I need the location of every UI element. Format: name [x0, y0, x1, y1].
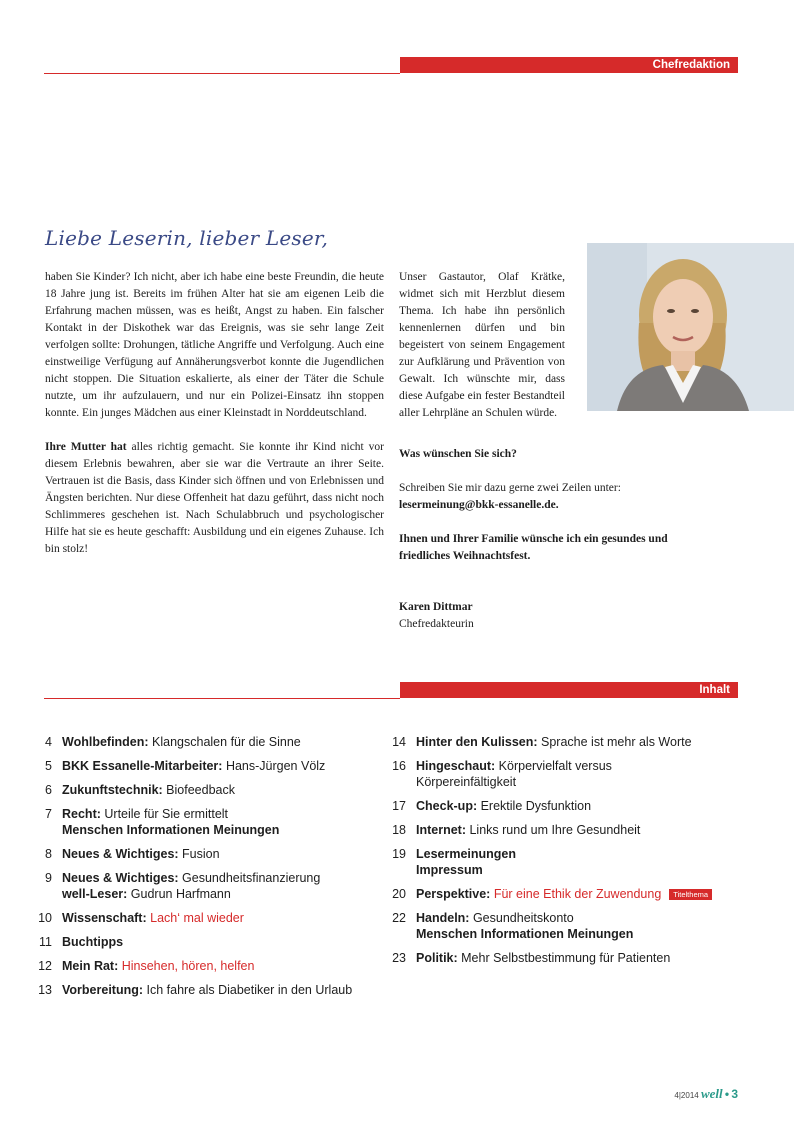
toc-page-number: 18	[392, 823, 406, 837]
portrait-illustration	[587, 243, 794, 411]
footer-separator: •	[724, 1087, 730, 1101]
portrait-photo	[587, 243, 794, 411]
editorial-paragraph-3: Unser Gastautor, Olaf Krätke, widmet sich mit Herzblut diesem Thema. Ich habe ihn persönlich kennenlernen dürfen und bin begeistert von seinem Engagement zur Aufklärung und Prävention von Gewalt. Ich wünschte mir, dass diese Aufgabe ein fester Bestandteil aller Lehrpläne an Schulen würde.	[399, 271, 565, 419]
toc-category: Neues & Wichtiges:	[62, 847, 179, 861]
toc-category: Vorbereitung:	[62, 983, 144, 997]
toc-category: Zukunftstechnik:	[62, 783, 163, 797]
toc-item[interactable]	[34, 846, 384, 862]
toc-item[interactable]	[34, 982, 384, 998]
toc-item[interactable]	[388, 846, 748, 878]
editorial-column-1	[45, 269, 384, 575]
titelthema-badge: Titelthema	[669, 889, 712, 900]
toc-title: Gesundheitskonto	[469, 911, 574, 925]
toc-category: BKK Essanelle-Mitarbeiter:	[62, 759, 223, 773]
toc-category: Wohlbefinden:	[62, 735, 149, 749]
issue-number: 4|2014	[674, 1091, 699, 1100]
toc-title: Links rund um Ihre Gesundheit	[466, 823, 641, 837]
editorial-column-2-lower	[399, 446, 699, 633]
toc-title: Urteile für Sie ermittelt	[100, 807, 229, 821]
page-number: 3	[731, 1087, 738, 1101]
toc-page-number: 19	[392, 847, 406, 861]
toc-title: Hans-Jürgen Völz	[222, 759, 326, 773]
toc-left	[34, 734, 384, 1006]
section-bar-inhalt	[400, 682, 738, 698]
toc-page-number: 12	[38, 959, 52, 973]
toc-category: Internet:	[416, 823, 466, 837]
editorial-column-2	[399, 269, 565, 439]
toc-category: Politik:	[416, 951, 458, 965]
signature	[399, 599, 699, 633]
editorial-paragraph-1: haben Sie Kinder? Ich nicht, aber ich habe eine beste Freundin, die heute 18 Jahre jung ist. Bereits im frühen Alter hat sie am eigenen Leib die Erfahrung machen müssen, was es heißt, Angst zu haben. Ein falscher Kontakt in der Diskothek war das Ereignis, was sie sehr lange Zeit verfolgen sollte: Drohungen, tätliche Angriffe und Verfolgung. Auch eine einstweilige Verfügung auf Annäherungsverbot konnte die Jugendlichen nicht stoppen. Die Situation eskalierte, als einer der Täter die Schule nutzte, um ihr aufzulauern, und nur ein Polizei-Einsatz ihn stoppen konnte. Ein junges Mädchen aus einer Kleinstadt in Norddeutschland.	[45, 271, 384, 419]
toc-subcategory: well-Leser:	[62, 887, 128, 901]
page-footer	[674, 1086, 738, 1102]
section-label: Chefredaktion	[652, 59, 730, 71]
toc-category: Lesermeinungen	[416, 847, 517, 861]
toc-category: Neues & Wichtiges:	[62, 871, 179, 885]
toc-item[interactable]	[388, 950, 748, 966]
toc-title: Ich fahre als Diabetiker in den Urlaub	[143, 983, 353, 997]
toc-title: Erektile Dysfunktion	[477, 799, 592, 813]
toc-page-number: 11	[39, 935, 52, 949]
toc-item[interactable]	[388, 886, 748, 902]
closing-wish: Ihnen und Ihrer Familie wünsche ich ein gesundes und friedliches Weihnachtsfest.	[399, 533, 668, 562]
toc-category: Mein Rat:	[62, 959, 119, 973]
toc-title-highlight: Lach‘ mal wieder	[146, 911, 244, 925]
email-link[interactable]: lesermeinung@bkk-essanelle.de.	[399, 499, 559, 511]
toc-page-number: 14	[392, 735, 406, 749]
toc-title: Fusion	[178, 847, 220, 861]
contact-text: Schreiben Sie mir dazu gerne zwei Zeilen unter:	[399, 482, 621, 494]
toc-item[interactable]	[34, 734, 384, 750]
toc-category: Hinter den Kulissen:	[416, 735, 538, 749]
toc-page-number: 16	[392, 759, 406, 773]
toc-item[interactable]	[34, 806, 384, 838]
toc-title: Klangschalen für die Sinne	[148, 735, 301, 749]
toc-subtitle: Gudrun Harfmann	[127, 887, 231, 901]
toc-title: Sprache ist mehr als Worte	[537, 735, 692, 749]
toc-right	[388, 734, 748, 974]
toc-section-label: Inhalt	[699, 684, 730, 696]
toc-item[interactable]	[34, 758, 384, 774]
section-bar-chefredaktion	[400, 57, 738, 73]
toc-page-number: 6	[45, 783, 52, 797]
toc-category: Wissenschaft:	[62, 911, 147, 925]
toc-page-number: 20	[392, 887, 406, 901]
toc-item[interactable]	[388, 758, 748, 790]
toc-title-highlight: Hinsehen, hören, helfen	[118, 959, 255, 973]
toc-page-number: 5	[45, 759, 52, 773]
toc-item[interactable]	[34, 782, 384, 798]
toc-item[interactable]	[388, 798, 748, 814]
toc-page-number: 17	[392, 799, 406, 813]
toc-page-number: 7	[45, 807, 52, 821]
paragraph-body: alles richtig gemacht. Sie konnte ihr Kind nicht vor diesem Erlebnis bewahren, aber sie war die Vertraute an ihrer Seite. Vertrauen ist die Basis, dass Kinder sich öffnen und von Erlebnissen und Ängsten berichten. Nur diese Offenheit hat dazu geführt, dass nicht noch Schlimmeres geschehen ist. Nach Schulabbruch und psychologischer Hilfe hat sie es heute geschafft: Ausbildung und ein eigenes Zuhause. Ich bin stolz!	[45, 441, 384, 555]
toc-title: Mehr Selbstbestimmung für Patienten	[457, 951, 671, 965]
author-name: Karen Dittmar	[399, 601, 473, 613]
toc-subtitle: Menschen Informationen Meinungen	[416, 927, 634, 941]
toc-title: Gesundheitsfinanzierung	[178, 871, 321, 885]
toc-category: Handeln:	[416, 911, 470, 925]
toc-page-number: 23	[392, 951, 406, 965]
toc-rule	[44, 698, 400, 699]
toc-page-number: 4	[45, 735, 52, 749]
toc-page-number: 10	[38, 911, 52, 925]
contact-paragraph	[399, 480, 699, 514]
toc-item[interactable]	[388, 910, 748, 942]
toc-title-highlight: Für eine Ethik der Zuwendung	[490, 887, 662, 901]
toc-page-number: 8	[45, 847, 52, 861]
toc-title: Biofeedback	[162, 783, 235, 797]
toc-item[interactable]	[34, 958, 384, 974]
question-heading: Was wünschen Sie sich?	[399, 448, 517, 460]
toc-category: Recht:	[62, 807, 101, 821]
author-role: Chefredakteurin	[399, 618, 474, 630]
toc-category: Buchtipps	[62, 935, 124, 949]
toc-item[interactable]	[34, 910, 384, 926]
toc-category: Perspektive:	[416, 887, 491, 901]
editorial-greeting: Liebe Leserin, lieber Leser,	[45, 226, 329, 250]
toc-title: Körpervielfalt versus Körpereinfältigkeit	[416, 759, 612, 789]
toc-category: Hingeschaut:	[416, 759, 496, 773]
paragraph-lead: Ihre Mutter hat	[45, 441, 127, 453]
toc-subtitle: Impressum	[416, 863, 483, 877]
editorial-paragraph-2	[45, 439, 384, 558]
header-rule	[44, 73, 400, 74]
toc-item[interactable]	[388, 822, 748, 838]
toc-item[interactable]	[34, 934, 384, 950]
toc-page-number: 22	[392, 911, 406, 925]
toc-subtitle: Menschen Informationen Meinungen	[62, 823, 280, 837]
toc-item[interactable]	[34, 870, 384, 902]
toc-page-number: 13	[38, 983, 52, 997]
toc-category: Check-up:	[416, 799, 478, 813]
toc-page-number: 9	[45, 871, 52, 885]
toc-item[interactable]	[388, 734, 748, 750]
brand-logo: well	[700, 1086, 723, 1101]
